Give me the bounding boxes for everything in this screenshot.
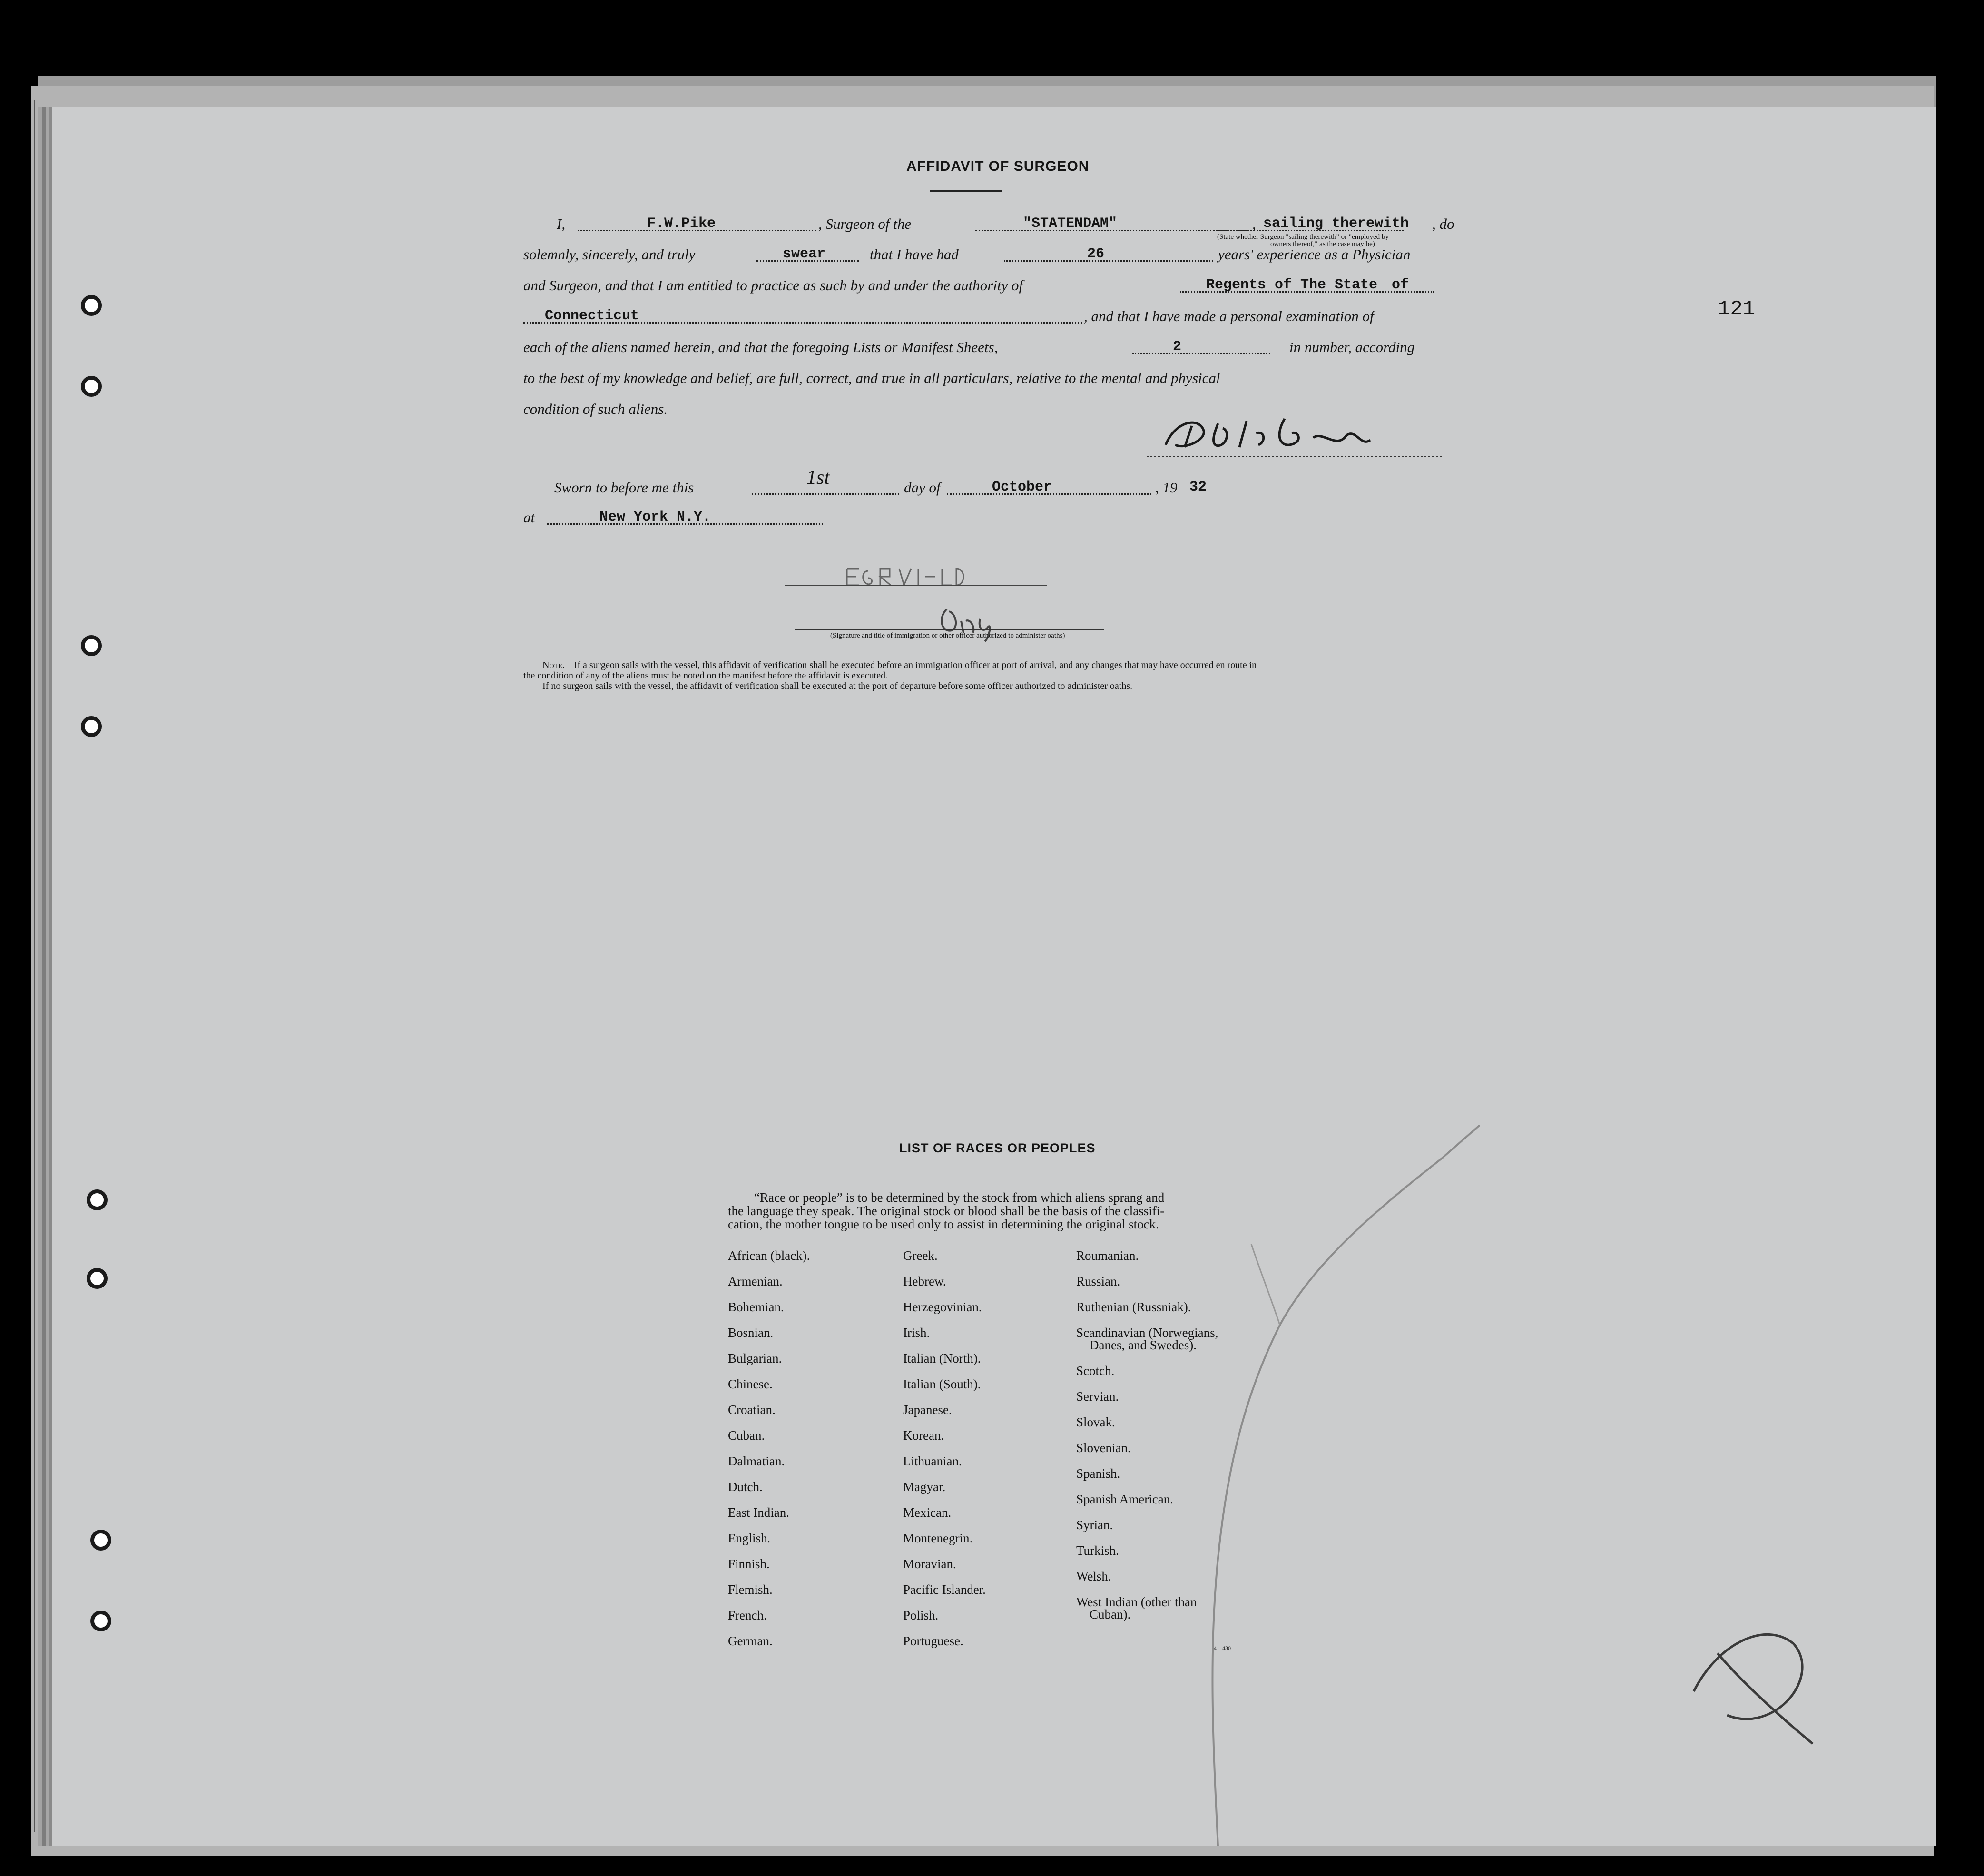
years-value: 26	[1087, 246, 1105, 262]
race-item: Polish.	[903, 1608, 939, 1622]
race-item: Irish.	[903, 1326, 930, 1340]
race-item: Greek.	[903, 1248, 938, 1263]
race-item: Slovenian.	[1076, 1441, 1131, 1455]
race-item: Mexican.	[903, 1505, 952, 1520]
races-intro: “Race or people” is to be determined by the stock from which aliens sprang and	[754, 1190, 1165, 1205]
race-item: French.	[728, 1608, 767, 1622]
affidavit-text: , do	[1432, 216, 1454, 232]
race-item: West Indian (other than	[1076, 1595, 1197, 1609]
race-item: Russian.	[1076, 1274, 1120, 1288]
form-number: 14—430	[1211, 1645, 1231, 1651]
race-item: African (black).	[728, 1248, 810, 1263]
race-item: Bosnian.	[728, 1326, 774, 1340]
affidavit-text: that I have had	[870, 246, 959, 263]
race-item: Dalmatian.	[728, 1454, 785, 1468]
affidavit-text: condition of such aliens.	[523, 401, 668, 417]
affidavit-text: , Surgeon of the	[818, 216, 912, 232]
race-item: Scandinavian (Norwegians,	[1076, 1326, 1218, 1340]
affidavit-title: AFFIDAVIT OF SURGEON	[906, 158, 1090, 174]
race-item: Lithuanian.	[903, 1454, 962, 1468]
race-item: Armenian.	[728, 1274, 783, 1288]
place-value: New York N.Y.	[599, 509, 711, 525]
affidavit-text: each of the aliens named herein, and that the foregoing Lists or Manifest Sheets,	[523, 339, 998, 355]
races-title: LIST OF RACES OR PEOPLES	[899, 1141, 1096, 1155]
race-item: Chinese.	[728, 1377, 773, 1391]
race-item: Hebrew.	[903, 1274, 946, 1288]
race-item: Japanese.	[903, 1403, 952, 1417]
race-item: Spanish American.	[1076, 1492, 1173, 1506]
race-item: Magyar.	[903, 1480, 946, 1494]
affidavit-text: ,	[1252, 216, 1256, 232]
race-item: Welsh.	[1076, 1569, 1111, 1583]
oath-value: swear	[783, 246, 826, 262]
affidavit-text: day of	[904, 479, 941, 496]
races-intro: cation, the mother tongue to be used only to assist in determining the original stock.	[728, 1217, 1159, 1231]
affidavit-text: solemnly, sincerely, and truly	[523, 246, 696, 263]
year-value: 32	[1189, 479, 1207, 495]
race-item: Dutch.	[728, 1480, 763, 1494]
race-item: Pacific Islander.	[903, 1582, 986, 1597]
affidavit-text: at	[523, 509, 535, 526]
paper-crease	[52, 107, 1936, 1846]
authority-value: Regents of The State	[1206, 277, 1378, 293]
race-item: Bohemian.	[728, 1300, 784, 1314]
sheet-edge-line	[34, 100, 35, 1832]
race-item: Italian (North).	[903, 1351, 981, 1365]
surgeon-name: F.W.Pike	[647, 216, 716, 232]
race-item: Cuban).	[1090, 1607, 1131, 1621]
race-item: German.	[728, 1634, 773, 1648]
affidavit-text: years' experience as a Physician	[1218, 246, 1411, 263]
race-item: English.	[728, 1531, 771, 1545]
affidavit-text: , 19	[1155, 479, 1178, 496]
race-item: Korean.	[903, 1428, 944, 1443]
race-item: East Indian.	[728, 1505, 789, 1520]
capacity-note: (State whether Surgeon "sailing therewith" or "employed by	[1217, 233, 1389, 241]
race-item: Italian (South).	[903, 1377, 981, 1391]
race-item: Scotch.	[1076, 1364, 1115, 1378]
affidavit-text: I,	[557, 216, 566, 232]
race-item: Montenegrin.	[903, 1531, 973, 1545]
note-text: If no surgeon sails with the vessel, the affidavit of verification shall be executed at the port of departure before some officer authorized to administer oaths.	[542, 681, 1133, 691]
race-item: Bulgarian.	[728, 1351, 782, 1365]
race-item: Servian.	[1076, 1389, 1119, 1404]
note-text: —If a surgeon sails with the vessel, this affidavit of verification shall be executed before an immigration officer at port of arrival, and any changes that may have occurred en route in	[564, 660, 1257, 670]
day-value: 1st	[806, 467, 830, 489]
note-text: the condition of any of the aliens must be noted on the manifest before the affidavit is executed.	[523, 670, 888, 681]
capacity-note: owners thereof," as the case may be)	[1270, 240, 1375, 248]
race-item: Moravian.	[903, 1557, 956, 1571]
race-item: Flemish.	[728, 1582, 773, 1597]
race-item: Syrian.	[1076, 1518, 1113, 1532]
race-item: Herzegovinian.	[903, 1300, 982, 1314]
race-item: Croatian.	[728, 1403, 776, 1417]
race-item: Cuban.	[728, 1428, 765, 1443]
race-item: Roumanian.	[1076, 1248, 1139, 1263]
affidavit-text: to the best of my knowledge and belief, are full, correct, and true in all particulars, relative to the mental and physical	[523, 370, 1220, 386]
officer-caption: (Signature and title of immigration or other officer authorized to administer oaths)	[830, 632, 1065, 639]
vessel-name: "STATENDAM"	[1023, 216, 1118, 232]
authority-value: Connecticut	[545, 308, 639, 324]
manifest-page	[52, 107, 1936, 1846]
race-item: Turkish.	[1076, 1543, 1119, 1558]
race-item: Finnish.	[728, 1557, 770, 1571]
note-label: Note.	[542, 660, 565, 670]
race-item: Danes, and Swedes).	[1090, 1338, 1197, 1352]
authority-value: of	[1392, 277, 1409, 293]
sheets-value: 2	[1173, 339, 1182, 355]
race-item: Portuguese.	[903, 1634, 963, 1648]
race-item: Spanish.	[1076, 1466, 1120, 1481]
races-intro: the language they speak. The original stock or blood shall be the basis of the classifi-	[728, 1204, 1165, 1218]
affidavit-text: Sworn to before me this	[554, 479, 694, 496]
affidavit-text: and Surgeon, and that I am entitled to practice as such by and under the authority of	[523, 277, 1023, 294]
race-item: Ruthenian (Russniak).	[1076, 1300, 1191, 1314]
race-item: Slovak.	[1076, 1415, 1115, 1429]
page-number: 121	[1718, 297, 1756, 321]
affidavit-text: in number, according	[1289, 339, 1415, 355]
affidavit-text: , and that I have made a personal examination of	[1084, 308, 1374, 324]
capacity-value: sailing therewith	[1263, 216, 1409, 232]
month-value: October	[992, 479, 1052, 495]
